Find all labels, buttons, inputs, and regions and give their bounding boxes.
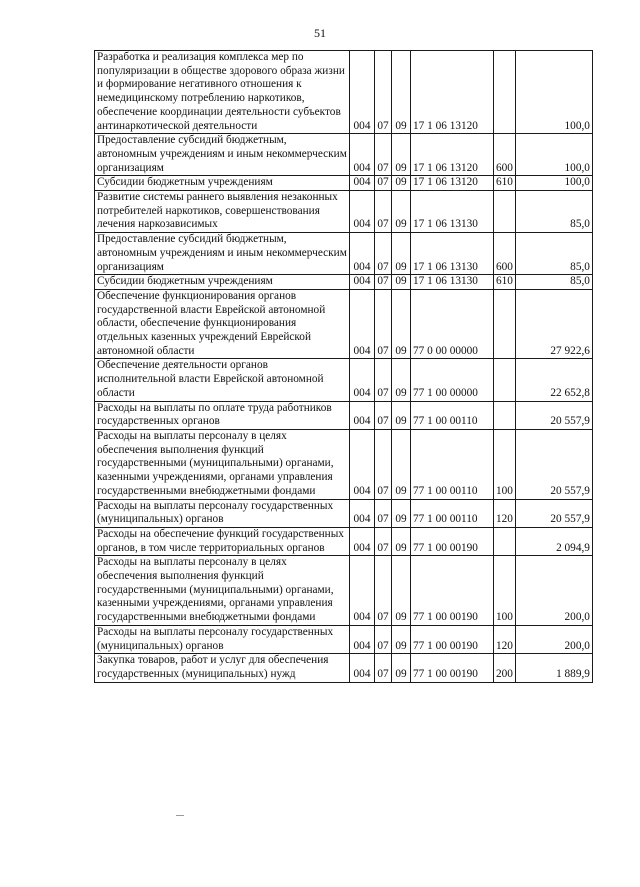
row-expense-type-code-cell: 600 <box>494 233 516 275</box>
table-row <box>95 191 593 233</box>
row-section-code-cell: 07 <box>375 499 392 527</box>
scan-mark <box>176 815 184 816</box>
row-subsection-code-cell: 09 <box>392 429 411 499</box>
row-expense-type-code-cell <box>494 401 516 429</box>
row-section-code-cell: 07 <box>375 176 392 191</box>
row-subsection-code-cell: 09 <box>392 556 411 626</box>
row-expense-type-code-cell: 100 <box>494 429 516 499</box>
row-section-code-cell: 07 <box>375 51 392 134</box>
row-target-article-code-cell: 77 1 00 00110 <box>411 429 494 499</box>
row-amount-cell: 85,0 <box>515 233 592 275</box>
budget-table-body <box>95 51 593 683</box>
row-expense-type-code-cell: 200 <box>494 654 516 682</box>
row-name-cell: Расходы на выплаты персоналу государственных (муниципальных) органов <box>95 625 350 653</box>
row-target-article-code-cell: 77 1 00 00190 <box>411 527 494 555</box>
row-amount-cell: 22 652,8 <box>515 359 592 401</box>
row-section-code-cell: 07 <box>375 556 392 626</box>
row-name-cell: Субсидии бюджетным учреждениям <box>95 176 350 191</box>
row-name-cell: Развитие системы раннего выявления незаконных потребителей наркотиков, совершенствования лечения наркозависимых <box>95 191 350 233</box>
row-amount-cell: 1 889,9 <box>515 654 592 682</box>
row-amount-cell: 100,0 <box>515 134 592 176</box>
row-grbs-code-cell: 004 <box>350 134 375 176</box>
page-number: 51 <box>314 26 326 40</box>
row-subsection-code-cell: 09 <box>392 527 411 555</box>
row-target-article-code-cell: 17 1 06 13120 <box>411 134 494 176</box>
row-grbs-code-cell: 004 <box>350 359 375 401</box>
table-row <box>95 51 593 134</box>
row-name-cell: Предоставление субсидий бюджетным, автономным учреждениям и иным некоммерческим организациям <box>95 134 350 176</box>
row-subsection-code-cell: 09 <box>392 401 411 429</box>
row-target-article-code-cell: 17 1 06 13130 <box>411 233 494 275</box>
row-grbs-code-cell: 004 <box>350 527 375 555</box>
table-row <box>95 233 593 275</box>
row-name-cell: Обеспечение деятельности органов исполнительной власти Еврейской автономной области <box>95 359 350 401</box>
row-subsection-code-cell: 09 <box>392 499 411 527</box>
row-target-article-code-cell: 77 1 00 00110 <box>411 499 494 527</box>
row-target-article-code-cell: 77 1 00 00190 <box>411 654 494 682</box>
row-section-code-cell: 07 <box>375 429 392 499</box>
row-expense-type-code-cell <box>494 527 516 555</box>
table-row <box>95 527 593 555</box>
row-section-code-cell: 07 <box>375 134 392 176</box>
row-section-code-cell: 07 <box>375 527 392 555</box>
row-name-cell: Разработка и реализация комплекса мер по популяризации в обществе здорового образа жизни и формирование негативного отношения к немедицинскому потреблению наркотиков, обеспечение координации деятельности субъектов антинаркотической деятельности <box>95 51 350 134</box>
row-expense-type-code-cell: 120 <box>494 499 516 527</box>
row-name-cell: Расходы на выплаты персоналу государственных (муниципальных) органов <box>95 499 350 527</box>
row-section-code-cell: 07 <box>375 233 392 275</box>
row-expense-type-code-cell <box>494 191 516 233</box>
row-section-code-cell: 07 <box>375 654 392 682</box>
row-section-code-cell: 07 <box>375 625 392 653</box>
row-target-article-code-cell: 77 1 00 00190 <box>411 625 494 653</box>
row-subsection-code-cell: 09 <box>392 275 411 290</box>
row-subsection-code-cell: 09 <box>392 625 411 653</box>
row-subsection-code-cell: 09 <box>392 134 411 176</box>
row-grbs-code-cell: 004 <box>350 289 375 359</box>
row-name-cell: Предоставление субсидий бюджетным, автономным учреждениям и иным некоммерческим организациям <box>95 233 350 275</box>
row-expense-type-code-cell: 100 <box>494 556 516 626</box>
row-grbs-code-cell: 004 <box>350 654 375 682</box>
row-grbs-code-cell: 004 <box>350 51 375 134</box>
row-expense-type-code-cell: 610 <box>494 275 516 290</box>
row-expense-type-code-cell: 610 <box>494 176 516 191</box>
table-row <box>95 556 593 626</box>
row-amount-cell: 20 557,9 <box>515 499 592 527</box>
row-subsection-code-cell: 09 <box>392 654 411 682</box>
row-name-cell: Расходы на выплаты персоналу в целях обеспечения выполнения функций государственными (муниципальными) органами, казенными учреждениями, органами управления государственными внебюджетными фондами <box>95 429 350 499</box>
table-row <box>95 134 593 176</box>
row-subsection-code-cell: 09 <box>392 191 411 233</box>
row-grbs-code-cell: 004 <box>350 429 375 499</box>
row-amount-cell: 20 557,9 <box>515 429 592 499</box>
row-amount-cell: 2 094,9 <box>515 527 592 555</box>
row-name-cell: Расходы на выплаты персоналу в целях обеспечения выполнения функций государственными (муниципальными) органами, казенными учреждениями, органами управления государственными внебюджетными фондами <box>95 556 350 626</box>
row-name-cell: Расходы на обеспечение функций государственных органов, в том числе территориальных органов <box>95 527 350 555</box>
row-section-code-cell: 07 <box>375 401 392 429</box>
row-expense-type-code-cell <box>494 51 516 134</box>
row-section-code-cell: 07 <box>375 191 392 233</box>
row-target-article-code-cell: 77 1 00 00110 <box>411 401 494 429</box>
row-amount-cell: 200,0 <box>515 556 592 626</box>
table-row <box>95 275 593 290</box>
row-grbs-code-cell: 004 <box>350 625 375 653</box>
row-name-cell: Обеспечение функционирования органов государственной власти Еврейской автономной области, обеспечение функционирования отдельных казенных учреждений Еврейской автономной области <box>95 289 350 359</box>
budget-table <box>94 50 593 683</box>
row-amount-cell: 200,0 <box>515 625 592 653</box>
row-grbs-code-cell: 004 <box>350 176 375 191</box>
row-section-code-cell: 07 <box>375 289 392 359</box>
table-row <box>95 289 593 359</box>
row-name-cell: Расходы на выплаты по оплате труда работников государственных органов <box>95 401 350 429</box>
row-target-article-code-cell: 77 1 00 00190 <box>411 556 494 626</box>
row-subsection-code-cell: 09 <box>392 359 411 401</box>
row-name-cell: Субсидии бюджетным учреждениям <box>95 275 350 290</box>
row-expense-type-code-cell <box>494 289 516 359</box>
row-section-code-cell: 07 <box>375 275 392 290</box>
row-grbs-code-cell: 004 <box>350 275 375 290</box>
row-grbs-code-cell: 004 <box>350 191 375 233</box>
row-expense-type-code-cell: 120 <box>494 625 516 653</box>
row-amount-cell: 85,0 <box>515 191 592 233</box>
row-expense-type-code-cell <box>494 359 516 401</box>
row-subsection-code-cell: 09 <box>392 176 411 191</box>
row-subsection-code-cell: 09 <box>392 51 411 134</box>
table-row <box>95 625 593 653</box>
table-row <box>95 429 593 499</box>
row-section-code-cell: 07 <box>375 359 392 401</box>
row-grbs-code-cell: 004 <box>350 233 375 275</box>
row-target-article-code-cell: 17 1 06 13120 <box>411 176 494 191</box>
row-amount-cell: 85,0 <box>515 275 592 290</box>
row-target-article-code-cell: 77 1 00 00000 <box>411 359 494 401</box>
row-target-article-code-cell: 17 1 06 13120 <box>411 51 494 134</box>
row-grbs-code-cell: 004 <box>350 401 375 429</box>
row-grbs-code-cell: 004 <box>350 499 375 527</box>
row-amount-cell: 100,0 <box>515 51 592 134</box>
table-row <box>95 499 593 527</box>
row-subsection-code-cell: 09 <box>392 233 411 275</box>
row-subsection-code-cell: 09 <box>392 289 411 359</box>
row-name-cell: Закупка товаров, работ и услуг для обеспечения государственных (муниципальных) нужд <box>95 654 350 682</box>
row-expense-type-code-cell: 600 <box>494 134 516 176</box>
row-target-article-code-cell: 17 1 06 13130 <box>411 275 494 290</box>
row-grbs-code-cell: 004 <box>350 556 375 626</box>
row-target-article-code-cell: 17 1 06 13130 <box>411 191 494 233</box>
table-row <box>95 359 593 401</box>
table-row <box>95 176 593 191</box>
row-amount-cell: 100,0 <box>515 176 592 191</box>
row-amount-cell: 27 922,6 <box>515 289 592 359</box>
row-target-article-code-cell: 77 0 00 00000 <box>411 289 494 359</box>
table-row <box>95 654 593 682</box>
row-amount-cell: 20 557,9 <box>515 401 592 429</box>
table-row <box>95 401 593 429</box>
